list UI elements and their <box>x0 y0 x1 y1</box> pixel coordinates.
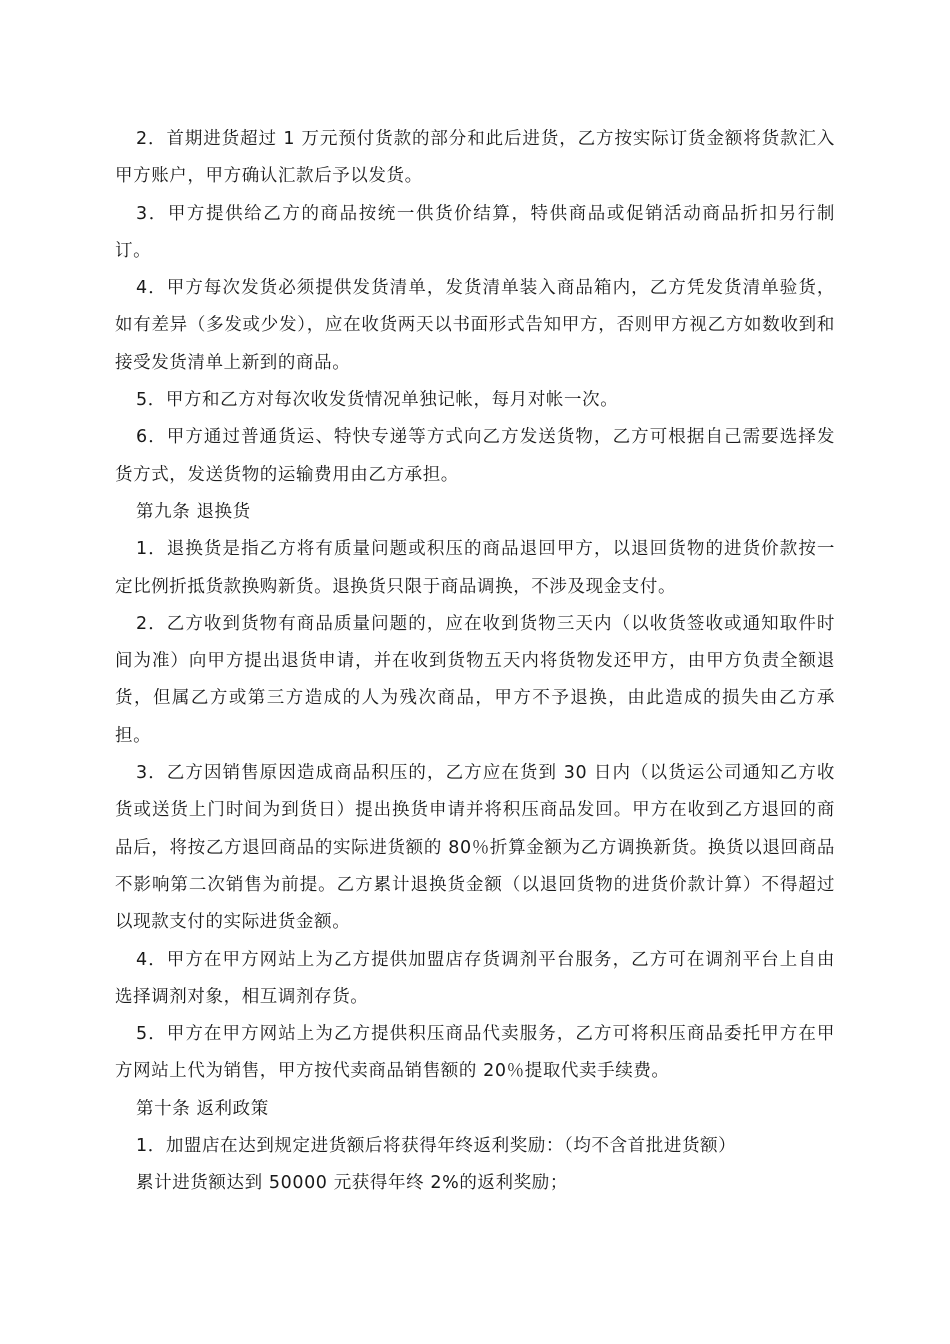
clause-paragraph: 3．甲方提供给乙方的商品按统一供货价结算，特供商品或促销活动商品折扣另行制订。 <box>115 203 835 261</box>
clause-paragraph: 3．乙方因销售原因造成商品积压的，乙方应在货到 30 日内（以货运公司通知乙方收货或送货上门时间为到货日）提出换货申请并将积压商品发回。甲方在收到乙方退回的商品后，将按乙方退回商品的实际进货额的 80％折算金额为乙方调换新货。换货以退回商品不影响第二次销售为前提。乙方累计退换货金额（以退回货物的进货价款计算）不得超过以现款支付的实际进货金额。 <box>115 763 835 933</box>
clause-paragraph: 2．首期进货超过 1 万元预付货款的部分和此后进货，乙方按实际订货金额将货款汇入甲方账户，甲方确认汇款后予以发货。 <box>115 129 835 187</box>
section-heading: 第九条 退换货 <box>136 501 251 522</box>
clause-paragraph: 累计进货额达到 50000 元获得年终 2%的返利奖励； <box>136 1173 568 1194</box>
clause-paragraph: 5．甲方和乙方对每次收发货情况单独记帐，每月对帐一次。 <box>136 390 619 411</box>
clause-paragraph: 2．乙方收到货物有商品质量问题的，应在收到货物三天内（以收货签收或通知取件时间为准）向甲方提出退货申请，并在收到货物五天内将货物发还甲方，由甲方负责全额退货，但属乙方或第三方造成的人为残次商品，甲方不予退换，由此造成的损失由乙方承担。 <box>115 613 835 746</box>
clause-paragraph: 4．甲方在甲方网站上为乙方提供加盟店存货调剂平台服务，乙方可在调剂平台上自由选择调剂对象，相互调剂存货。 <box>115 949 835 1007</box>
clause-paragraph: 5．甲方在甲方网站上为乙方提供积压商品代卖服务，乙方可将积压商品委托甲方在甲方网站上代为销售，甲方按代卖商品销售额的 20％提取代卖手续费。 <box>115 1024 835 1082</box>
clause-paragraph: 6．甲方通过普通货运、特快专递等方式向乙方发送货物，乙方可根据自己需要选择发货方式，发送货物的运输费用由乙方承担。 <box>115 427 835 485</box>
document-body <box>115 121 835 1203</box>
clause-paragraph: 1．退换货是指乙方将有质量问题或积压的商品退回甲方，以退回货物的进货价款按一定比例折抵货款换购新货。退换货只限于商品调换，不涉及现金支付。 <box>115 539 835 597</box>
clause-paragraph: 1．加盟店在达到规定进货额后将获得年终返利奖励：（均不含首批进货额） <box>136 1136 737 1157</box>
section-heading: 第十条 返利政策 <box>136 1098 269 1119</box>
clause-paragraph: 4．甲方每次发货必须提供发货清单，发货清单装入商品箱内，乙方凭发货清单验货，如有差异（多发或少发），应在收货两天以书面形式告知甲方，否则甲方视乙方如数收到和接受发货清单上新到的商品。 <box>115 278 835 373</box>
